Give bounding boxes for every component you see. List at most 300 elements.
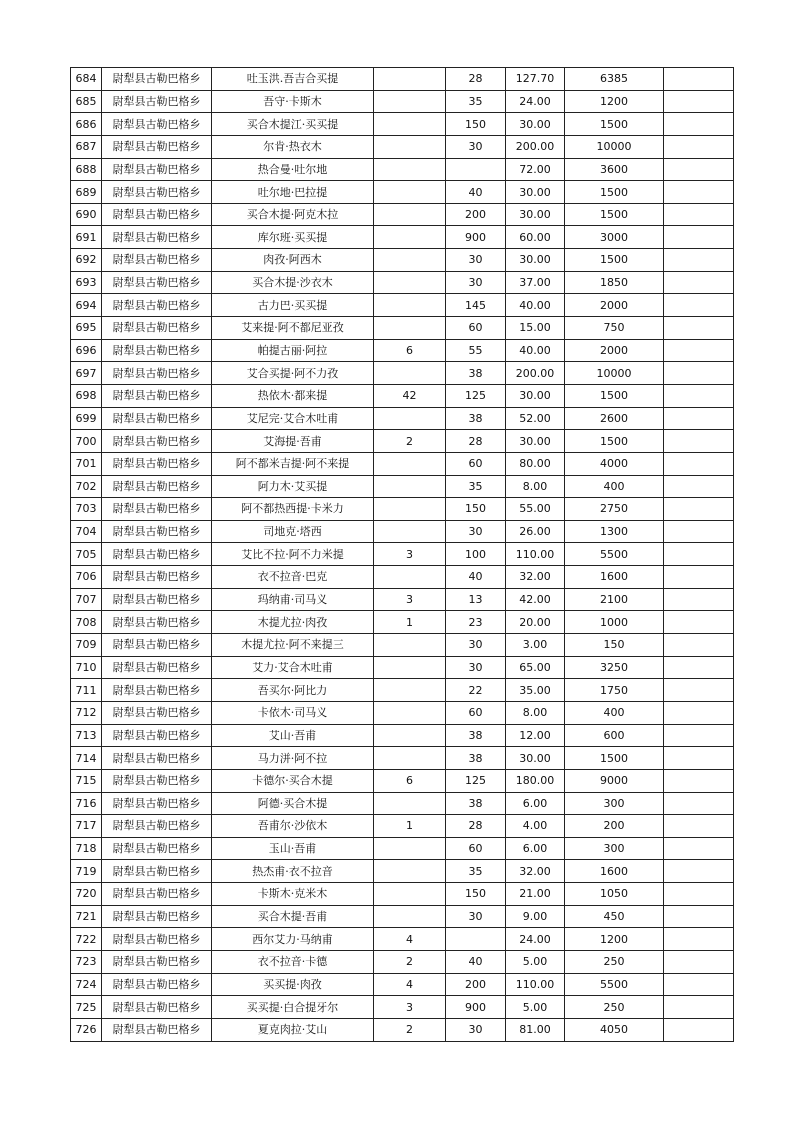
quantity-cell: 150 <box>446 498 506 521</box>
remark-cell <box>664 701 734 724</box>
person-name-cell: 库尔班·买买提 <box>212 226 374 249</box>
total-cell: 3000 <box>565 226 664 249</box>
quantity-cell: 35 <box>446 860 506 883</box>
township-cell: 尉犁县古勒巴格乡 <box>102 634 212 657</box>
person-name-cell: 卡依木·司马义 <box>212 701 374 724</box>
township-cell: 尉犁县古勒巴格乡 <box>102 135 212 158</box>
person-name-cell: 玉山·吾甫 <box>212 837 374 860</box>
quantity-cell: 40 <box>446 566 506 589</box>
township-cell: 尉犁县古勒巴格乡 <box>102 950 212 973</box>
quantity-cell: 23 <box>446 611 506 634</box>
quantity-cell: 60 <box>446 701 506 724</box>
total-cell: 2000 <box>565 339 664 362</box>
quantity-cell: 38 <box>446 792 506 815</box>
row-number: 709 <box>71 634 102 657</box>
count-cell <box>374 498 446 521</box>
total-cell: 2750 <box>565 498 664 521</box>
amount-cell: 40.00 <box>506 294 565 317</box>
row-number: 711 <box>71 679 102 702</box>
person-name-cell: 尔肯·热衣木 <box>212 135 374 158</box>
row-number: 706 <box>71 566 102 589</box>
township-cell: 尉犁县古勒巴格乡 <box>102 996 212 1019</box>
quantity-cell <box>446 158 506 181</box>
count-cell: 2 <box>374 430 446 453</box>
quantity-cell: 30 <box>446 656 506 679</box>
total-cell: 150 <box>565 634 664 657</box>
row-number: 691 <box>71 226 102 249</box>
amount-cell: 200.00 <box>506 135 565 158</box>
quantity-cell: 145 <box>446 294 506 317</box>
row-number: 701 <box>71 452 102 475</box>
quantity-cell: 150 <box>446 883 506 906</box>
count-cell <box>374 566 446 589</box>
quantity-cell: 28 <box>446 430 506 453</box>
remark-cell <box>664 860 734 883</box>
row-number: 712 <box>71 701 102 724</box>
count-cell: 6 <box>374 769 446 792</box>
table-row <box>71 294 734 317</box>
count-cell <box>374 113 446 136</box>
remark-cell <box>664 973 734 996</box>
count-cell <box>374 792 446 815</box>
person-name-cell: 阿不都米吉提·阿不来提 <box>212 452 374 475</box>
quantity-cell: 900 <box>446 226 506 249</box>
total-cell: 250 <box>565 996 664 1019</box>
row-number: 689 <box>71 181 102 204</box>
township-cell: 尉犁县古勒巴格乡 <box>102 520 212 543</box>
person-name-cell: 夏克肉拉·艾山 <box>212 1018 374 1041</box>
quantity-cell: 60 <box>446 317 506 340</box>
township-cell: 尉犁县古勒巴格乡 <box>102 837 212 860</box>
quantity-cell: 40 <box>446 950 506 973</box>
table-row <box>71 158 734 181</box>
amount-cell: 8.00 <box>506 701 565 724</box>
quantity-cell: 38 <box>446 362 506 385</box>
quantity-cell: 200 <box>446 203 506 226</box>
quantity-cell: 30 <box>446 249 506 272</box>
remark-cell <box>664 158 734 181</box>
total-cell: 400 <box>565 701 664 724</box>
remark-cell <box>664 747 734 770</box>
quantity-cell: 30 <box>446 135 506 158</box>
row-number: 696 <box>71 339 102 362</box>
total-cell: 600 <box>565 724 664 747</box>
person-name-cell: 艾力·艾合木吐甫 <box>212 656 374 679</box>
table-row <box>71 815 734 838</box>
quantity-cell: 30 <box>446 520 506 543</box>
total-cell: 4050 <box>565 1018 664 1041</box>
amount-cell: 42.00 <box>506 588 565 611</box>
amount-cell: 30.00 <box>506 113 565 136</box>
township-cell: 尉犁县古勒巴格乡 <box>102 792 212 815</box>
amount-cell: 6.00 <box>506 837 565 860</box>
township-cell: 尉犁县古勒巴格乡 <box>102 226 212 249</box>
total-cell: 450 <box>565 905 664 928</box>
count-cell <box>374 724 446 747</box>
count-cell <box>374 883 446 906</box>
person-name-cell: 吐尔地·巴拉提 <box>212 181 374 204</box>
person-name-cell: 阿德·买合木提 <box>212 792 374 815</box>
amount-cell: 52.00 <box>506 407 565 430</box>
row-number: 705 <box>71 543 102 566</box>
count-cell <box>374 226 446 249</box>
remark-cell <box>664 294 734 317</box>
row-number: 724 <box>71 973 102 996</box>
row-number: 715 <box>71 769 102 792</box>
total-cell: 2600 <box>565 407 664 430</box>
total-cell: 1850 <box>565 271 664 294</box>
township-cell: 尉犁县古勒巴格乡 <box>102 452 212 475</box>
amount-cell: 110.00 <box>506 973 565 996</box>
count-cell <box>374 452 446 475</box>
remark-cell <box>664 317 734 340</box>
row-number: 719 <box>71 860 102 883</box>
amount-cell: 24.00 <box>506 90 565 113</box>
remark-cell <box>664 815 734 838</box>
remark-cell <box>664 475 734 498</box>
table-row <box>71 317 734 340</box>
count-cell: 1 <box>374 815 446 838</box>
person-name-cell: 吾守·卡斯木 <box>212 90 374 113</box>
total-cell: 1500 <box>565 203 664 226</box>
amount-cell: 20.00 <box>506 611 565 634</box>
row-number: 698 <box>71 384 102 407</box>
total-cell: 5500 <box>565 543 664 566</box>
amount-cell: 6.00 <box>506 792 565 815</box>
remark-cell <box>664 452 734 475</box>
township-cell: 尉犁县古勒巴格乡 <box>102 362 212 385</box>
township-cell: 尉犁县古勒巴格乡 <box>102 475 212 498</box>
amount-cell: 30.00 <box>506 747 565 770</box>
remark-cell <box>664 950 734 973</box>
amount-cell: 21.00 <box>506 883 565 906</box>
remark-cell <box>664 430 734 453</box>
amount-cell: 30.00 <box>506 430 565 453</box>
count-cell: 3 <box>374 543 446 566</box>
count-cell: 2 <box>374 950 446 973</box>
amount-cell: 5.00 <box>506 996 565 1019</box>
total-cell: 3250 <box>565 656 664 679</box>
table-row <box>71 543 734 566</box>
total-cell: 1300 <box>565 520 664 543</box>
quantity-cell: 28 <box>446 68 506 91</box>
township-cell: 尉犁县古勒巴格乡 <box>102 384 212 407</box>
table-row <box>71 973 734 996</box>
total-cell: 9000 <box>565 769 664 792</box>
township-cell: 尉犁县古勒巴格乡 <box>102 271 212 294</box>
township-cell: 尉犁县古勒巴格乡 <box>102 203 212 226</box>
person-name-cell: 买买提·白合提牙尔 <box>212 996 374 1019</box>
remark-cell <box>664 656 734 679</box>
amount-cell: 32.00 <box>506 860 565 883</box>
township-cell: 尉犁县古勒巴格乡 <box>102 701 212 724</box>
table-row <box>71 837 734 860</box>
table-row <box>71 701 734 724</box>
total-cell: 1750 <box>565 679 664 702</box>
person-name-cell: 卡德尔·买合木提 <box>212 769 374 792</box>
township-cell: 尉犁县古勒巴格乡 <box>102 113 212 136</box>
table-row <box>71 950 734 973</box>
total-cell: 2100 <box>565 588 664 611</box>
row-number: 721 <box>71 905 102 928</box>
quantity-cell: 38 <box>446 747 506 770</box>
person-name-cell: 买合木提·吾甫 <box>212 905 374 928</box>
count-cell <box>374 747 446 770</box>
township-cell: 尉犁县古勒巴格乡 <box>102 294 212 317</box>
township-cell: 尉犁县古勒巴格乡 <box>102 679 212 702</box>
row-number: 707 <box>71 588 102 611</box>
count-cell <box>374 68 446 91</box>
count-cell <box>374 634 446 657</box>
quantity-cell: 30 <box>446 1018 506 1041</box>
remark-cell <box>664 634 734 657</box>
table-row <box>71 724 734 747</box>
count-cell: 6 <box>374 339 446 362</box>
table-body <box>71 68 734 1042</box>
row-number: 686 <box>71 113 102 136</box>
count-cell: 3 <box>374 588 446 611</box>
township-cell: 尉犁县古勒巴格乡 <box>102 181 212 204</box>
total-cell: 5500 <box>565 973 664 996</box>
township-cell: 尉犁县古勒巴格乡 <box>102 430 212 453</box>
count-cell: 4 <box>374 928 446 951</box>
row-number: 720 <box>71 883 102 906</box>
count-cell <box>374 656 446 679</box>
remark-cell <box>664 905 734 928</box>
remark-cell <box>664 769 734 792</box>
table-row <box>71 113 734 136</box>
amount-cell: 65.00 <box>506 656 565 679</box>
township-cell: 尉犁县古勒巴格乡 <box>102 498 212 521</box>
total-cell: 1500 <box>565 249 664 272</box>
township-cell: 尉犁县古勒巴格乡 <box>102 68 212 91</box>
count-cell <box>374 520 446 543</box>
remark-cell <box>664 883 734 906</box>
table-row <box>71 928 734 951</box>
table-row <box>71 747 734 770</box>
total-cell: 1500 <box>565 113 664 136</box>
quantity-cell: 35 <box>446 475 506 498</box>
amount-cell: 24.00 <box>506 928 565 951</box>
quantity-cell: 13 <box>446 588 506 611</box>
table-row <box>71 588 734 611</box>
amount-cell: 35.00 <box>506 679 565 702</box>
row-number: 694 <box>71 294 102 317</box>
count-cell <box>374 317 446 340</box>
row-number: 690 <box>71 203 102 226</box>
township-cell: 尉犁县古勒巴格乡 <box>102 90 212 113</box>
table-row <box>71 611 734 634</box>
person-name-cell: 艾来提·阿不都尼亚孜 <box>212 317 374 340</box>
count-cell <box>374 860 446 883</box>
table-row <box>71 68 734 91</box>
amount-cell: 30.00 <box>506 203 565 226</box>
person-name-cell: 衣不拉音·巴克 <box>212 566 374 589</box>
row-number: 692 <box>71 249 102 272</box>
total-cell: 1000 <box>565 611 664 634</box>
row-number: 697 <box>71 362 102 385</box>
table-row <box>71 249 734 272</box>
remark-cell <box>664 271 734 294</box>
remark-cell <box>664 520 734 543</box>
row-number: 716 <box>71 792 102 815</box>
table-row <box>71 90 734 113</box>
total-cell: 1500 <box>565 430 664 453</box>
person-name-cell: 热合曼·吐尔地 <box>212 158 374 181</box>
remark-cell <box>664 181 734 204</box>
count-cell <box>374 679 446 702</box>
data-table <box>70 67 734 1042</box>
row-number: 703 <box>71 498 102 521</box>
count-cell <box>374 407 446 430</box>
remark-cell <box>664 928 734 951</box>
count-cell: 2 <box>374 1018 446 1041</box>
amount-cell: 12.00 <box>506 724 565 747</box>
total-cell: 1500 <box>565 384 664 407</box>
table-row <box>71 407 734 430</box>
quantity-cell: 125 <box>446 769 506 792</box>
amount-cell: 32.00 <box>506 566 565 589</box>
total-cell: 6385 <box>565 68 664 91</box>
remark-cell <box>664 588 734 611</box>
township-cell: 尉犁县古勒巴格乡 <box>102 724 212 747</box>
row-number: 700 <box>71 430 102 453</box>
person-name-cell: 阿不都热西提·卡米力 <box>212 498 374 521</box>
township-cell: 尉犁县古勒巴格乡 <box>102 339 212 362</box>
township-cell: 尉犁县古勒巴格乡 <box>102 928 212 951</box>
count-cell <box>374 837 446 860</box>
total-cell: 750 <box>565 317 664 340</box>
count-cell <box>374 90 446 113</box>
quantity-cell: 38 <box>446 724 506 747</box>
table-row <box>71 181 734 204</box>
amount-cell: 3.00 <box>506 634 565 657</box>
amount-cell: 15.00 <box>506 317 565 340</box>
row-number: 687 <box>71 135 102 158</box>
person-name-cell: 吐玉洪.吾吉合买提 <box>212 68 374 91</box>
quantity-cell: 38 <box>446 407 506 430</box>
table-row <box>71 362 734 385</box>
remark-cell <box>664 724 734 747</box>
row-number: 693 <box>71 271 102 294</box>
person-name-cell: 吾买尔·阿比力 <box>212 679 374 702</box>
row-number: 704 <box>71 520 102 543</box>
person-name-cell: 艾尼完·艾合木吐甫 <box>212 407 374 430</box>
table-row <box>71 566 734 589</box>
person-name-cell: 木提尤拉·肉孜 <box>212 611 374 634</box>
township-cell: 尉犁县古勒巴格乡 <box>102 611 212 634</box>
amount-cell: 127.70 <box>506 68 565 91</box>
row-number: 722 <box>71 928 102 951</box>
row-number: 702 <box>71 475 102 498</box>
remark-cell <box>664 226 734 249</box>
remark-cell <box>664 1018 734 1041</box>
total-cell: 1600 <box>565 566 664 589</box>
count-cell <box>374 362 446 385</box>
row-number: 699 <box>71 407 102 430</box>
row-number: 718 <box>71 837 102 860</box>
total-cell: 1500 <box>565 181 664 204</box>
total-cell: 10000 <box>565 362 664 385</box>
person-name-cell: 热杰甫·衣不拉音 <box>212 860 374 883</box>
table-row <box>71 271 734 294</box>
quantity-cell: 200 <box>446 973 506 996</box>
quantity-cell: 22 <box>446 679 506 702</box>
total-cell: 300 <box>565 837 664 860</box>
row-number: 713 <box>71 724 102 747</box>
amount-cell: 26.00 <box>506 520 565 543</box>
table-row <box>71 905 734 928</box>
total-cell: 1050 <box>565 883 664 906</box>
table-row <box>71 339 734 362</box>
amount-cell: 110.00 <box>506 543 565 566</box>
township-cell: 尉犁县古勒巴格乡 <box>102 747 212 770</box>
amount-cell: 4.00 <box>506 815 565 838</box>
person-name-cell: 艾合买提·阿不力孜 <box>212 362 374 385</box>
quantity-cell: 100 <box>446 543 506 566</box>
township-cell: 尉犁县古勒巴格乡 <box>102 815 212 838</box>
count-cell <box>374 271 446 294</box>
township-cell: 尉犁县古勒巴格乡 <box>102 543 212 566</box>
table-row <box>71 135 734 158</box>
person-name-cell: 艾海提·吾甫 <box>212 430 374 453</box>
amount-cell: 180.00 <box>506 769 565 792</box>
township-cell: 尉犁县古勒巴格乡 <box>102 973 212 996</box>
count-cell: 1 <box>374 611 446 634</box>
amount-cell: 9.00 <box>506 905 565 928</box>
count-cell <box>374 158 446 181</box>
row-number: 714 <box>71 747 102 770</box>
total-cell: 1200 <box>565 928 664 951</box>
remark-cell <box>664 837 734 860</box>
remark-cell <box>664 135 734 158</box>
total-cell: 4000 <box>565 452 664 475</box>
remark-cell <box>664 362 734 385</box>
remark-cell <box>664 384 734 407</box>
remark-cell <box>664 249 734 272</box>
person-name-cell: 买合木提·沙衣木 <box>212 271 374 294</box>
amount-cell: 80.00 <box>506 452 565 475</box>
total-cell: 1200 <box>565 90 664 113</box>
table-row <box>71 475 734 498</box>
township-cell: 尉犁县古勒巴格乡 <box>102 1018 212 1041</box>
quantity-cell: 35 <box>446 90 506 113</box>
remark-cell <box>664 113 734 136</box>
table-row <box>71 769 734 792</box>
table-row <box>71 498 734 521</box>
person-name-cell: 吾甫尔·沙依木 <box>212 815 374 838</box>
quantity-cell: 60 <box>446 837 506 860</box>
amount-cell: 72.00 <box>506 158 565 181</box>
amount-cell: 81.00 <box>506 1018 565 1041</box>
township-cell: 尉犁县古勒巴格乡 <box>102 656 212 679</box>
amount-cell: 37.00 <box>506 271 565 294</box>
person-name-cell: 阿力木·艾买提 <box>212 475 374 498</box>
table-row <box>71 883 734 906</box>
person-name-cell: 司地克·塔西 <box>212 520 374 543</box>
quantity-cell: 900 <box>446 996 506 1019</box>
amount-cell: 40.00 <box>506 339 565 362</box>
count-cell <box>374 181 446 204</box>
count-cell: 4 <box>374 973 446 996</box>
quantity-cell: 150 <box>446 113 506 136</box>
total-cell: 3600 <box>565 158 664 181</box>
row-number: 708 <box>71 611 102 634</box>
count-cell <box>374 701 446 724</box>
table-row <box>71 430 734 453</box>
remark-cell <box>664 498 734 521</box>
amount-cell: 60.00 <box>506 226 565 249</box>
